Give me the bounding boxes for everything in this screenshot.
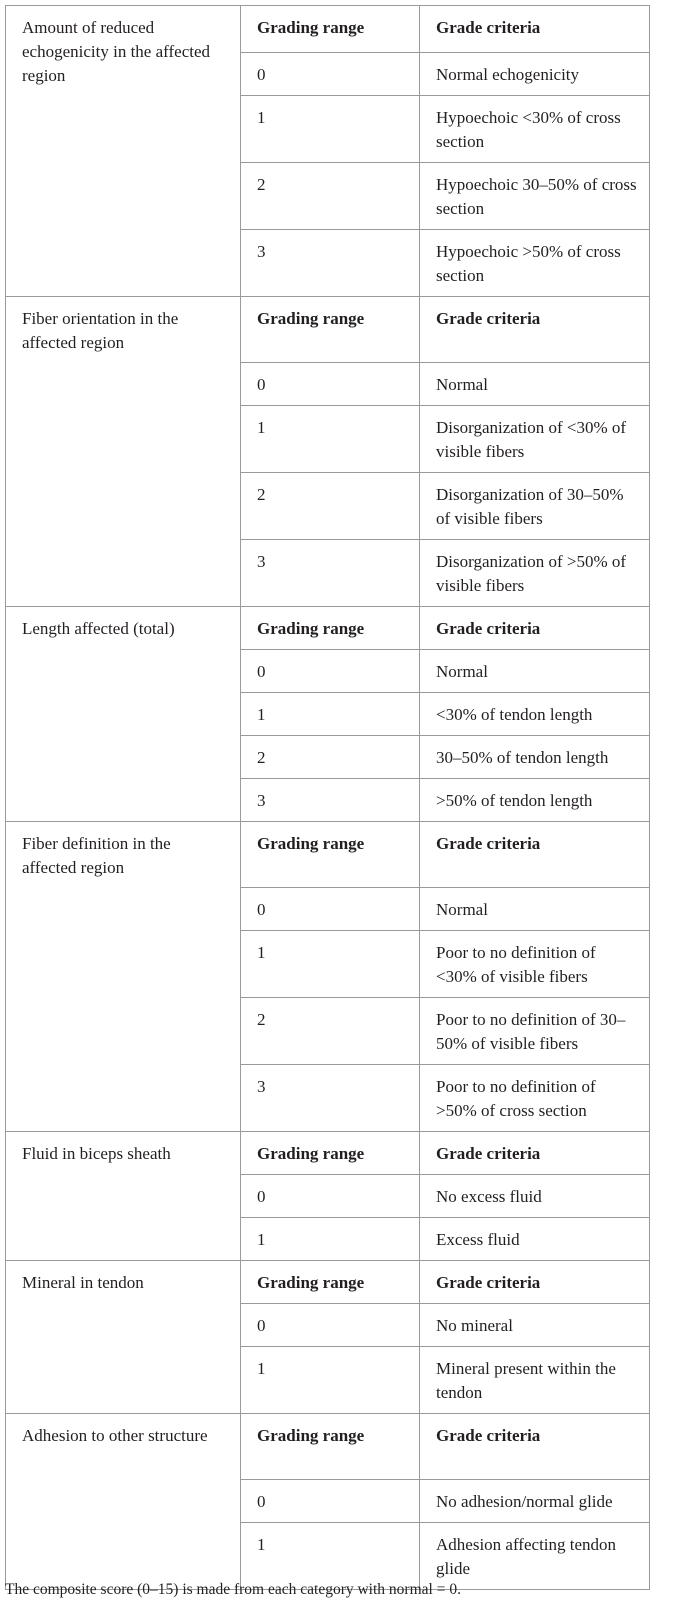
grade-range-value: 2 [241,163,420,230]
grade-criteria-value: Normal [420,650,650,693]
grade-criteria-value: <30% of tendon length [420,693,650,736]
grade-criteria-value: Disorganization of <30% of visible fibers [420,406,650,473]
grade-range-value: 0 [241,363,420,406]
category-name: Length affected (total) [6,607,241,822]
grade-criteria-value: Poor to no definition of >50% of cross section [420,1065,650,1132]
grade-range-value: 1 [241,1347,420,1414]
grade-criteria-value: Normal echogenicity [420,53,650,96]
grade-criteria-value: No adhesion/normal glide [420,1480,650,1523]
grade-criteria-value: Hypoechoic 30–50% of cross section [420,163,650,230]
grade-range-value: 2 [241,998,420,1065]
category-name: Amount of reduced echogenicity in the affected region [6,6,241,297]
grading-range-header: Grading range [241,822,420,888]
grade-range-value: 1 [241,693,420,736]
grade-range-value: 2 [241,736,420,779]
grade-criteria-value: Adhesion affecting tendon glide [420,1523,650,1590]
category-name: Mineral in tendon [6,1261,241,1414]
category-name: Fluid in biceps sheath [6,1132,241,1261]
grading-range-header: Grading range [241,1414,420,1480]
grade-criteria-header: Grade criteria [420,607,650,650]
grade-range-value: 1 [241,406,420,473]
category-name: Fiber definition in the affected region [6,822,241,1132]
grade-criteria-value: Hypoechoic <30% of cross section [420,96,650,163]
grade-range-value: 1 [241,96,420,163]
grade-criteria-value: Normal [420,363,650,406]
grade-criteria-value: Poor to no definition of <30% of visible fibers [420,931,650,998]
table-footnote: The composite score (0–15) is made from each category with normal = 0. [5,1581,461,1598]
grade-range-value: 0 [241,1175,420,1218]
grade-criteria-value: Disorganization of >50% of visible fibers [420,540,650,607]
grade-range-value: 3 [241,779,420,822]
grading-range-header: Grading range [241,607,420,650]
grade-range-value: 0 [241,53,420,96]
grade-criteria-header: Grade criteria [420,1261,650,1304]
grade-criteria-value: Disorganization of 30–50% of visible fibers [420,473,650,540]
grade-criteria-value: Poor to no definition of 30–50% of visible fibers [420,998,650,1065]
grade-range-value: 0 [241,1304,420,1347]
grade-range-value: 1 [241,1218,420,1261]
category-header-row [6,822,650,888]
grade-criteria-value: Mineral present within the tendon [420,1347,650,1414]
grade-criteria-header: Grade criteria [420,297,650,363]
grade-criteria-value: Excess fluid [420,1218,650,1261]
grade-range-value: 0 [241,888,420,931]
grading-table-body [6,6,650,1590]
grade-range-value: 0 [241,1480,420,1523]
grading-range-header: Grading range [241,1132,420,1175]
grade-criteria-value: Normal [420,888,650,931]
category-header-row [6,1132,650,1175]
grading-table [5,5,650,1590]
grade-criteria-value: 30–50% of tendon length [420,736,650,779]
grade-criteria-header: Grade criteria [420,822,650,888]
category-header-row [6,607,650,650]
grade-range-value: 0 [241,650,420,693]
grading-range-header: Grading range [241,297,420,363]
grade-range-value: 3 [241,1065,420,1132]
grade-range-value: 3 [241,540,420,607]
grade-criteria-value: No excess fluid [420,1175,650,1218]
grade-criteria-header: Grade criteria [420,1414,650,1480]
grade-criteria-value: Hypoechoic >50% of cross section [420,230,650,297]
grade-range-value: 1 [241,931,420,998]
grading-range-header: Grading range [241,1261,420,1304]
category-header-row [6,1414,650,1480]
grade-range-value: 3 [241,230,420,297]
grade-criteria-value: >50% of tendon length [420,779,650,822]
grade-range-value: 1 [241,1523,420,1590]
category-name: Fiber orientation in the affected region [6,297,241,607]
grade-range-value: 2 [241,473,420,540]
category-header-row [6,297,650,363]
grade-criteria-header: Grade criteria [420,6,650,53]
category-name: Adhesion to other structure [6,1414,241,1590]
grade-criteria-header: Grade criteria [420,1132,650,1175]
grading-range-header: Grading range [241,6,420,53]
category-header-row [6,1261,650,1304]
grade-criteria-value: No mineral [420,1304,650,1347]
category-header-row [6,6,650,53]
